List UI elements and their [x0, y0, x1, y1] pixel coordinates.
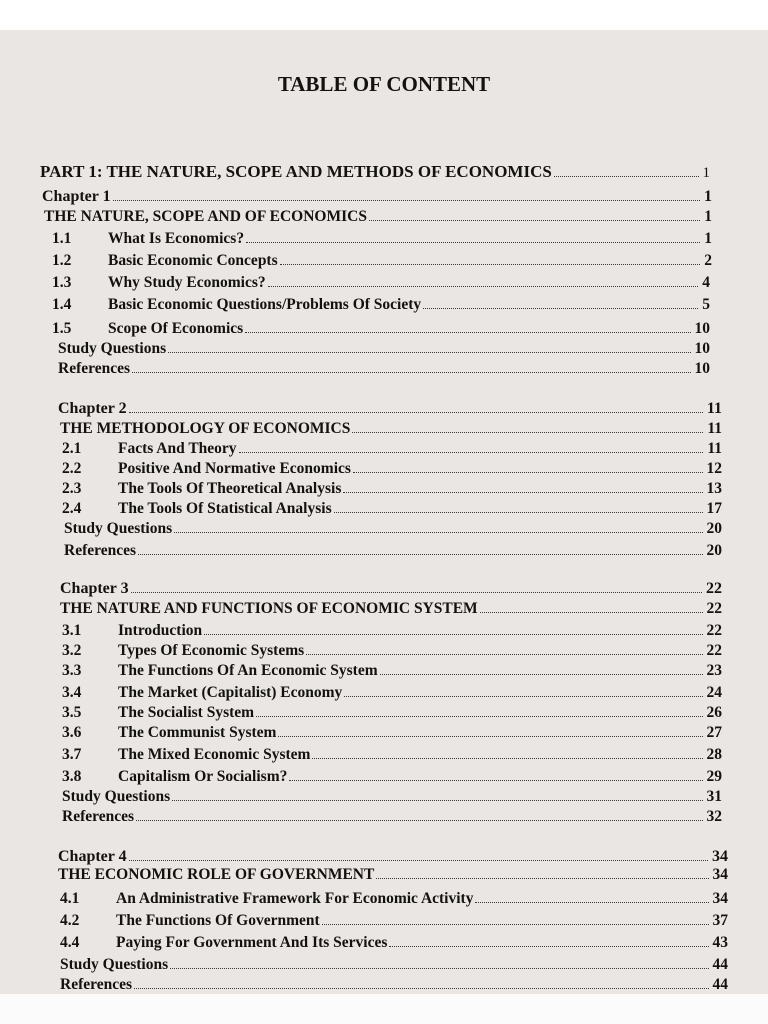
toc-page-number: 23	[706, 662, 722, 679]
toc-entry-label: THE NATURE AND FUNCTIONS OF ECONOMIC SYSTEM	[60, 600, 478, 617]
toc-section-number: 1.2	[52, 252, 72, 269]
dot-leader	[129, 860, 708, 861]
toc-page-number: 1	[704, 208, 712, 225]
dot-leader	[268, 286, 699, 287]
dot-leader	[389, 946, 708, 947]
dot-leader	[136, 820, 702, 821]
toc-entry-label: The Communist System	[118, 724, 277, 741]
toc-page-number: 34	[712, 890, 728, 907]
toc-entry-label: The Functions Of An Economic System	[118, 662, 378, 679]
toc-entry	[62, 746, 722, 764]
toc-entry	[62, 788, 722, 806]
toc-entry-label: PART 1: THE NATURE, SCOPE AND METHODS OF ECONOMICS	[40, 162, 552, 181]
toc-entry	[58, 400, 722, 418]
toc-entry	[58, 360, 710, 378]
toc-page-number: 10	[694, 320, 710, 337]
dot-leader	[278, 736, 702, 737]
toc-section-number: 2.3	[62, 480, 82, 497]
toc-entry-label: The Tools Of Statistical Analysis	[118, 500, 332, 517]
toc-entry	[62, 642, 722, 660]
toc-entry	[58, 340, 710, 358]
toc-entry-label: What Is Economics?	[108, 230, 245, 247]
toc-entry-label: Chapter 4	[58, 848, 127, 865]
toc-section-number: 1.1	[52, 230, 72, 247]
toc-entry-label: References	[62, 808, 135, 825]
dot-leader	[132, 372, 690, 373]
dot-leader	[376, 878, 708, 879]
toc-page-number: 31	[706, 788, 722, 805]
dot-leader	[239, 452, 704, 453]
dot-leader	[172, 800, 702, 801]
toc-page-number: 34	[712, 848, 728, 865]
toc-section-number: 3.4	[62, 684, 82, 701]
toc-page-number: 1	[704, 188, 712, 205]
toc-entry-label: THE METHODOLOGY OF ECONOMICS	[60, 420, 351, 437]
dot-leader	[334, 512, 703, 513]
toc-entry-label: Study Questions	[62, 788, 171, 805]
dot-leader	[204, 634, 702, 635]
toc-page-number: 4	[702, 274, 710, 291]
dot-leader	[423, 308, 698, 309]
toc-section-number: 1.5	[52, 320, 72, 337]
toc-entry-label: THE ECONOMIC ROLE OF GOVERNMENT	[58, 866, 375, 883]
toc-page-number: 17	[706, 500, 722, 517]
toc-page-number: 43	[712, 934, 728, 951]
toc-entry-label: Types Of Economic Systems	[118, 642, 305, 659]
toc-entry-label: An Administrative Framework For Economic Activity	[116, 890, 474, 907]
toc-entry	[58, 866, 728, 884]
toc-entry	[62, 808, 722, 826]
page-title: TABLE OF CONTENT	[277, 72, 491, 96]
toc-entry-label: Why Study Economics?	[108, 274, 266, 291]
toc-page-number: 24	[706, 684, 722, 701]
toc-entry-label: Facts And Theory	[118, 440, 237, 457]
toc-entry-label: The Market (Capitalist) Economy	[118, 684, 343, 701]
toc-entry	[60, 890, 728, 908]
dot-leader	[343, 492, 702, 493]
dot-leader	[170, 968, 708, 969]
toc-page-number: 5	[702, 296, 710, 313]
toc-entry	[64, 542, 722, 560]
toc-section-number: 3.5	[62, 704, 82, 721]
toc-page-number: 26	[706, 704, 722, 721]
toc-page-number: 22	[706, 580, 722, 597]
toc-page-number: 22	[706, 600, 722, 617]
toc-page-number: 29	[706, 768, 722, 785]
toc-entry-label: Capitalism Or Socialism?	[118, 768, 288, 785]
toc-page-number: 10	[694, 360, 710, 377]
dot-leader	[289, 780, 702, 781]
toc-entry	[58, 848, 728, 866]
toc-page-number: 1	[702, 165, 710, 181]
toc-entry	[44, 208, 712, 226]
dot-leader	[168, 352, 690, 353]
page-margin	[0, 994, 768, 1024]
toc-entry-label: Study Questions	[64, 520, 173, 537]
toc-page-number: 20	[706, 542, 722, 559]
toc-entry	[62, 622, 722, 640]
toc-entry	[62, 684, 722, 702]
toc-entry	[52, 296, 710, 314]
toc-section-number: 2.4	[62, 500, 82, 517]
toc-entry	[60, 420, 722, 438]
toc-page-number: 13	[706, 480, 722, 497]
toc-entry	[52, 320, 710, 338]
toc-entry	[52, 230, 712, 248]
toc-entry-label: Basic Economic Questions/Problems Of Society	[108, 296, 422, 313]
toc-section-number: 3.3	[62, 662, 82, 679]
toc-entry	[62, 724, 722, 742]
toc-entry-label: Paying For Government And Its Services	[116, 934, 388, 951]
toc-section-number: 3.8	[62, 768, 82, 785]
toc-section-number: 4.1	[60, 890, 80, 907]
toc-page-number: 1	[704, 230, 712, 247]
toc-section-number: 1.4	[52, 296, 72, 313]
dot-leader	[131, 592, 702, 593]
toc-page-number: 22	[706, 642, 722, 659]
dot-leader	[369, 220, 700, 221]
toc-entry-label: References	[64, 542, 137, 559]
toc-entry-label: Study Questions	[58, 340, 167, 357]
toc-entry-label: References	[60, 976, 133, 993]
toc-entry-label: THE NATURE, SCOPE AND OF ECONOMICS	[44, 208, 367, 225]
dot-leader	[129, 412, 703, 413]
toc-section-number: 2.1	[62, 440, 82, 457]
toc-entry	[62, 500, 722, 518]
toc-section-number: 3.2	[62, 642, 82, 659]
dot-leader	[113, 200, 700, 201]
toc-entry	[62, 480, 722, 498]
toc-section-number: 4.4	[60, 934, 80, 951]
toc-section-number: 3.7	[62, 746, 82, 763]
dot-leader	[380, 674, 703, 675]
toc-page-number: 11	[706, 400, 722, 417]
toc-entry-label: Introduction	[118, 622, 203, 639]
toc-entry	[60, 934, 728, 952]
toc-section-number: 2.2	[62, 460, 82, 477]
dot-leader	[480, 612, 703, 613]
dot-leader	[280, 264, 701, 265]
toc-entry-label: Chapter 2	[58, 400, 127, 417]
toc-entry	[60, 600, 722, 618]
toc-entry	[60, 912, 728, 930]
toc-entry	[42, 188, 712, 206]
dot-leader	[138, 554, 702, 555]
dot-leader	[312, 758, 702, 759]
toc-entry	[62, 662, 722, 680]
toc-entry-label: References	[58, 360, 131, 377]
toc-entry-label: The Socialist System	[118, 704, 255, 721]
toc-entry-label: The Tools Of Theoretical Analysis	[118, 480, 342, 497]
toc-entry	[60, 956, 728, 974]
dot-leader	[134, 988, 708, 989]
toc-entry-label: Chapter 3	[60, 580, 129, 597]
dot-leader	[475, 902, 708, 903]
toc-page-number: 12	[706, 460, 722, 477]
toc-entry-label: Basic Economic Concepts	[108, 252, 278, 269]
toc-entry	[62, 704, 722, 722]
toc-page-number: 20	[706, 520, 722, 537]
toc-page-number: 28	[706, 746, 722, 763]
toc-entry-label: Study Questions	[60, 956, 169, 973]
toc-entry	[64, 520, 722, 538]
dot-leader	[306, 654, 702, 655]
dot-leader	[554, 176, 699, 177]
toc-page-number: 44	[712, 956, 728, 973]
toc-entry-label: The Functions Of Government	[116, 912, 320, 929]
toc-page-number: 37	[712, 912, 728, 929]
toc-entry	[62, 768, 722, 786]
toc-entry	[62, 440, 722, 458]
toc-page-number: 27	[706, 724, 722, 741]
toc-entry-label: Scope Of Economics	[108, 320, 244, 337]
dot-leader	[246, 242, 700, 243]
toc-section-number: 4.2	[60, 912, 80, 929]
toc-page-number: 2	[704, 252, 712, 269]
toc-page-number: 32	[706, 808, 722, 825]
toc-page-number: 34	[712, 866, 728, 883]
toc-section-number: 1.3	[52, 274, 72, 291]
toc-entry	[62, 460, 722, 478]
toc-page-number: 44	[712, 976, 728, 993]
toc-entry	[52, 252, 712, 270]
dot-leader	[256, 716, 702, 717]
toc-page-number: 11	[707, 440, 722, 457]
toc-entry	[40, 162, 710, 182]
toc-entry-label: Chapter 1	[42, 188, 111, 205]
toc-entry-label: Positive And Normative Economics	[118, 460, 351, 477]
toc-entry	[52, 274, 710, 292]
dot-leader	[353, 472, 703, 473]
toc-page-number: 11	[707, 420, 722, 437]
toc-section-number: 3.1	[62, 622, 82, 639]
book-page	[0, 30, 768, 994]
dot-leader	[322, 924, 709, 925]
toc-entry-label: The Mixed Economic System	[118, 746, 311, 763]
toc-section-number: 3.6	[62, 724, 82, 741]
dot-leader	[352, 432, 703, 433]
dot-leader	[344, 696, 702, 697]
toc-entry	[60, 976, 728, 994]
dot-leader	[174, 532, 702, 533]
toc-page-number: 22	[706, 622, 722, 639]
toc-page-number: 10	[694, 340, 710, 357]
toc-entry	[60, 580, 722, 598]
dot-leader	[245, 332, 690, 333]
